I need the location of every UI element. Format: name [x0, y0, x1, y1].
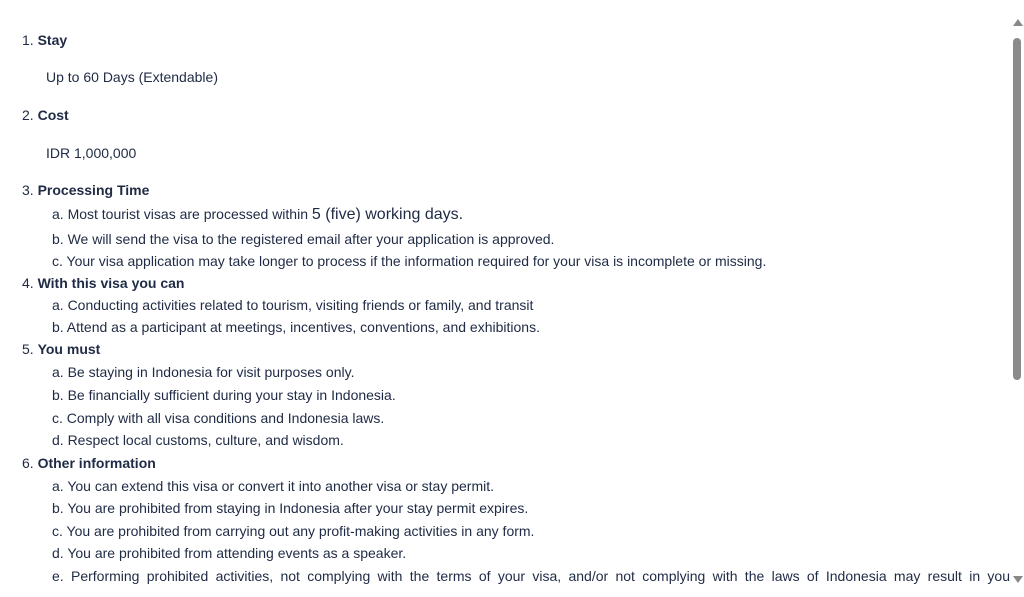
list-item: c. You are prohibited from carrying out any profit-making activities in any form.: [52, 523, 535, 539]
list-item: c. Your visa application may take longer to process if the information required for your visa is incomplete or missing.: [52, 253, 767, 269]
list-item: e. Performing prohibited activities, not complying with the terms of your visa, and/or not complying with the laws of Indonesia may result in you: [52, 568, 1010, 584]
section-number: 4.: [22, 275, 34, 291]
section-number: 6.: [22, 455, 34, 471]
list-item: b. You are prohibited from staying in Indonesia after your stay permit expires.: [52, 500, 529, 516]
section-number: 1.: [22, 32, 34, 48]
list-item: a. Conducting activities related to tourism, visiting friends or family, and transit: [52, 297, 534, 313]
scroll-up-arrow-icon[interactable]: [1013, 19, 1023, 26]
scroll-down-arrow-icon[interactable]: [1013, 576, 1023, 583]
section-number: 5.: [22, 341, 34, 357]
section-heading-you-must: [22, 340, 100, 358]
list-item: a. Be staying in Indonesia for visit purposes only.: [52, 364, 355, 380]
list-item: d. You are prohibited from attending events as a speaker.: [52, 545, 407, 561]
list-item: b. We will send the visa to the registered email after your application is approved.: [52, 231, 555, 247]
section-title: Processing Time: [37, 182, 150, 198]
section-heading-cost: [22, 106, 69, 124]
section-title: Stay: [37, 32, 68, 48]
section-number: 2.: [22, 107, 34, 123]
section-title: You must: [37, 341, 101, 357]
scrollbar-thumb[interactable]: [1013, 38, 1021, 380]
list-item: b. Attend as a participant at meetings, incentives, conventions, and exhibitions.: [52, 319, 540, 335]
vertical-scrollbar[interactable]: [1010, 0, 1024, 597]
list-item: [52, 205, 463, 224]
list-item: a. You can extend this visa or convert it into another visa or stay permit.: [52, 478, 495, 494]
section-heading-other-information: [22, 454, 156, 472]
cost-value: IDR 1,000,000: [46, 145, 137, 161]
list-item-text: a. Most tourist visas are processed within: [52, 206, 312, 222]
section-title: With this visa you can: [37, 275, 185, 291]
section-heading-with-this-visa: [22, 274, 184, 292]
list-item: c. Comply with all visa conditions and Indonesia laws.: [52, 410, 385, 426]
section-title: Other information: [37, 455, 156, 471]
section-number: 3.: [22, 182, 34, 198]
section-heading-processing-time: [22, 181, 149, 199]
list-item: d. Respect local customs, culture, and wisdom.: [52, 432, 344, 448]
section-heading-stay: [22, 31, 67, 49]
processing-days-emphasis: 5 (five) working days.: [311, 206, 464, 223]
list-item: b. Be financially sufficient during your stay in Indonesia.: [52, 387, 396, 403]
stay-value: Up to 60 Days (Extendable): [46, 69, 218, 85]
section-title: Cost: [37, 107, 69, 123]
